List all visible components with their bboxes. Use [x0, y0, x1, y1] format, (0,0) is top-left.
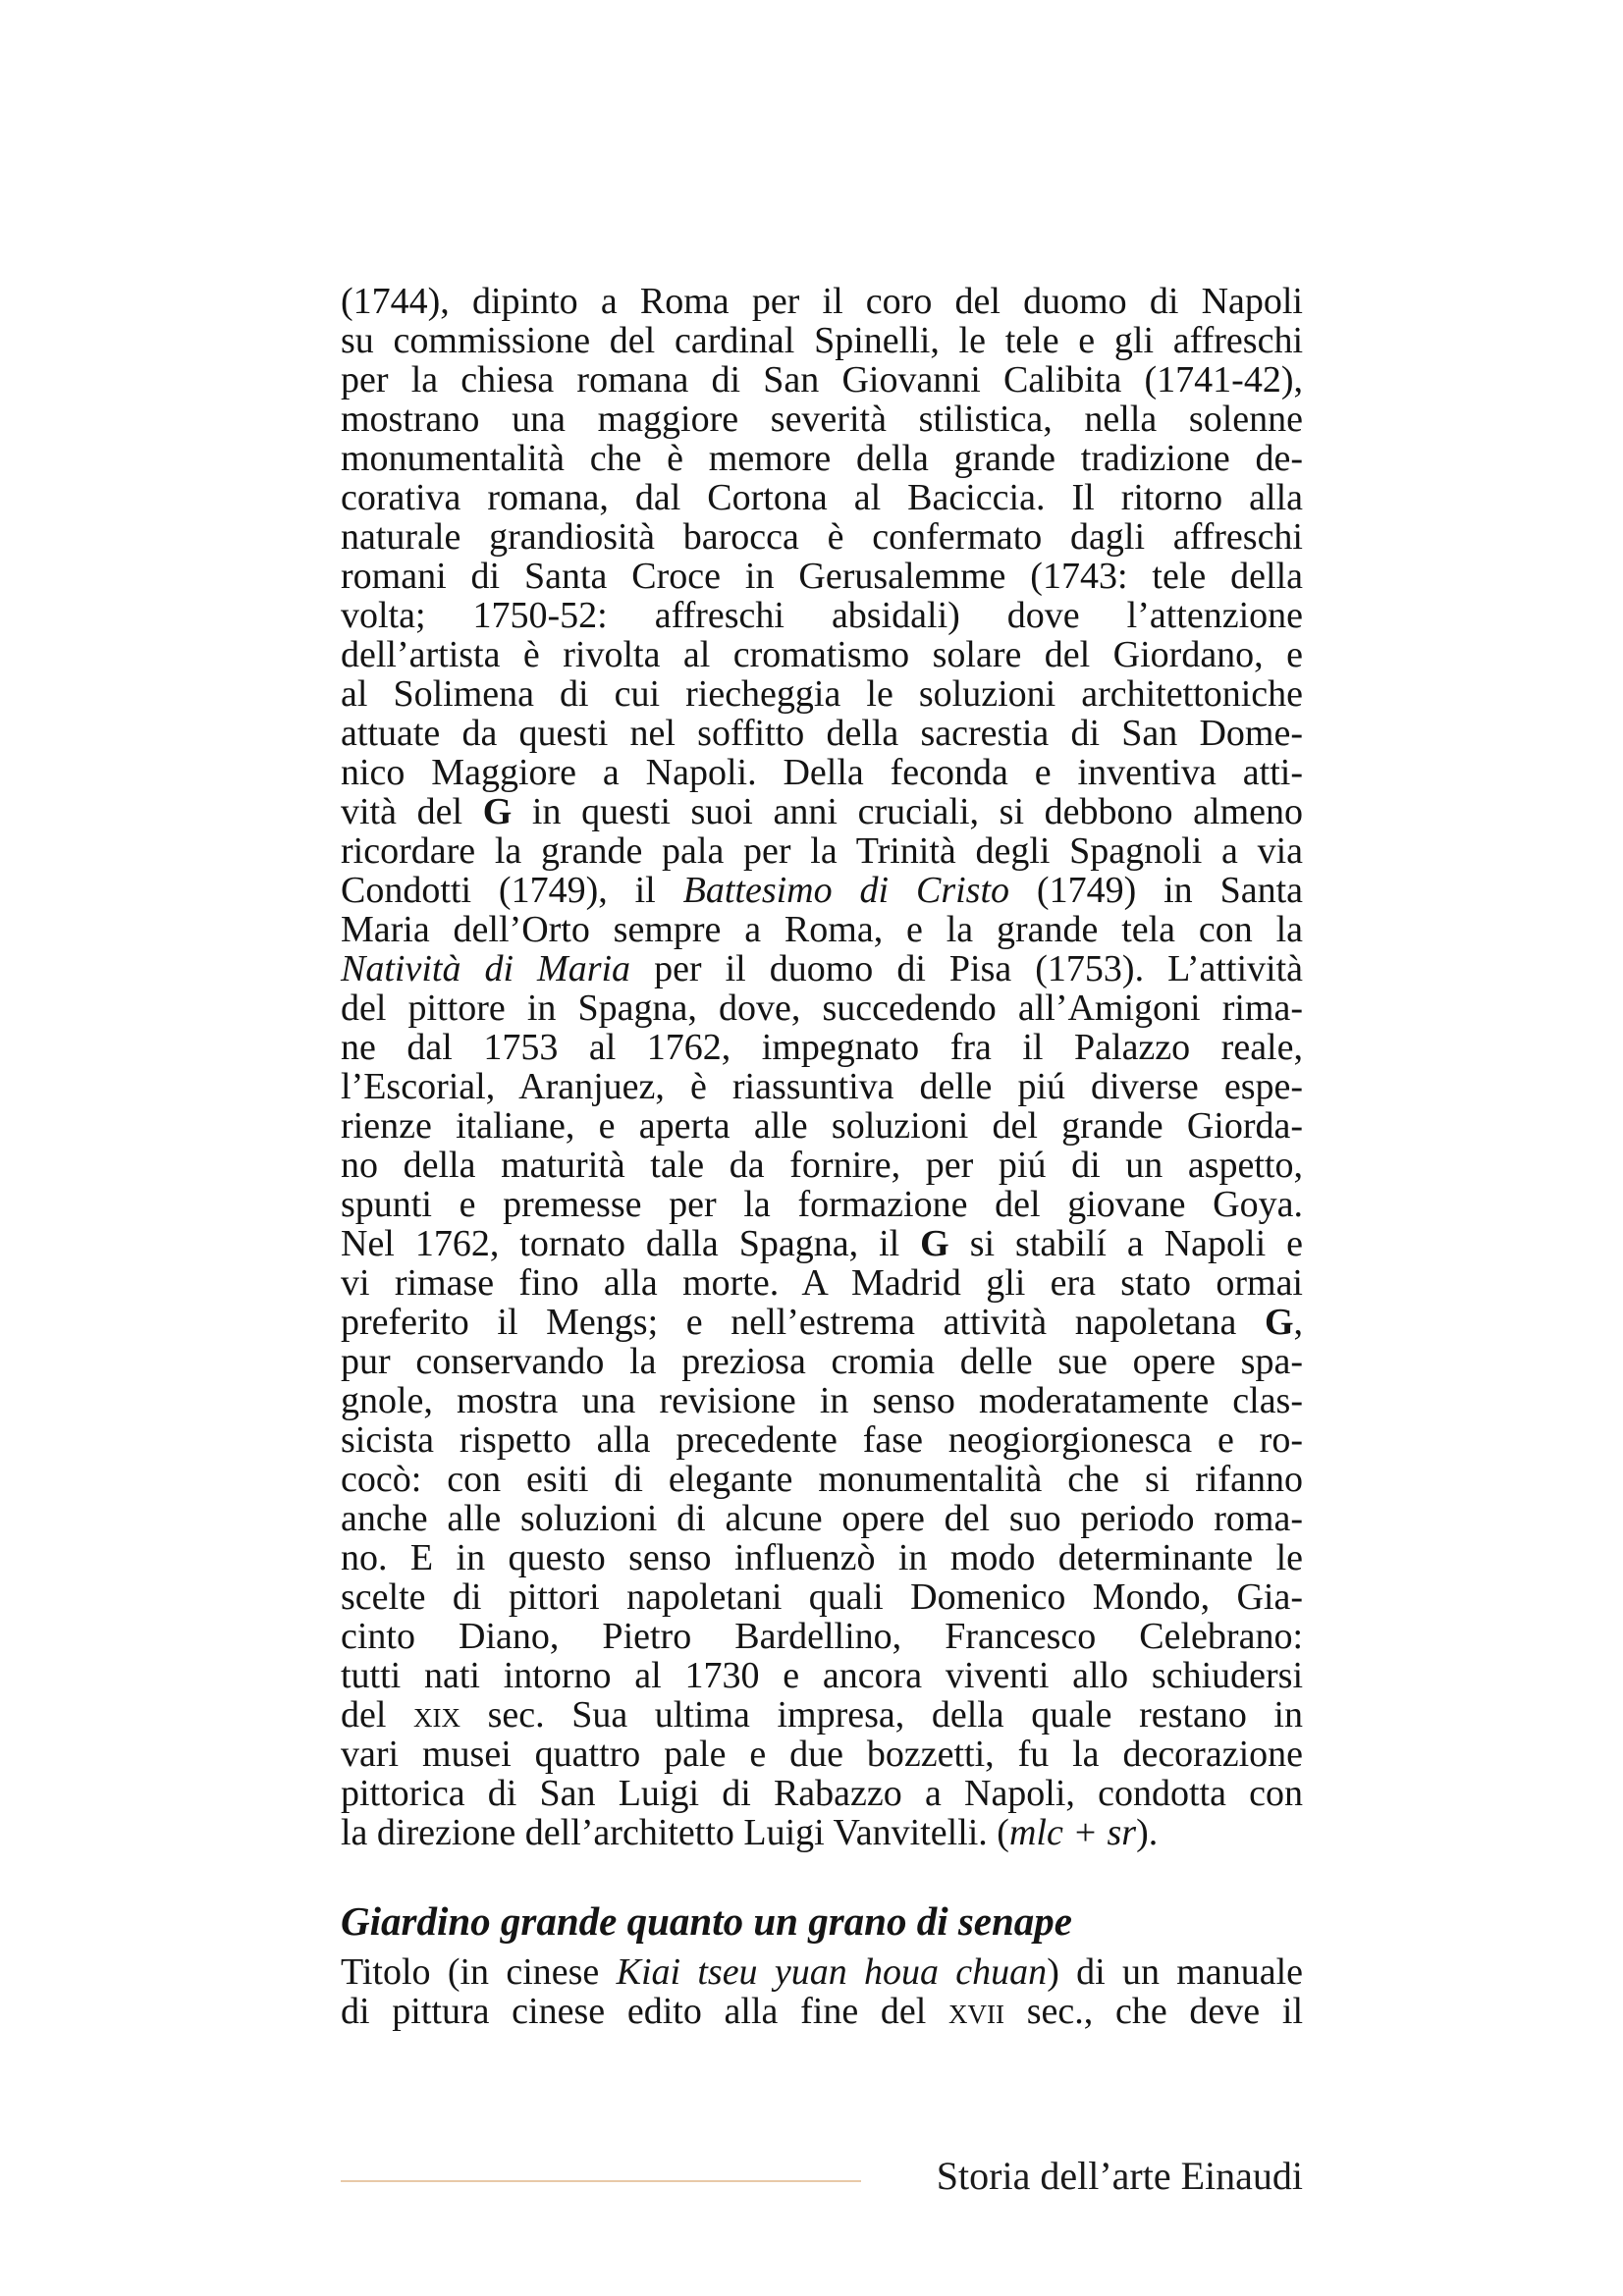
text-line: vari musei quattro pale e due bozzetti, fu la decorazione: [341, 1734, 1303, 1775]
text-line: cinto Diano, Pietro Bardellino, Francesco Celebrano:: [341, 1616, 1303, 1657]
text-line: (1744), dipinto a Roma per il coro del duomo di Napoli: [341, 281, 1303, 322]
text-line: Condotti (1749), il Battesimo di Cristo (1749) in Santa: [341, 870, 1303, 911]
text-line: l’Escorial, Aranjuez, è riassuntiva delle piú diverse espe-: [341, 1066, 1303, 1107]
text-line: anche alle soluzioni di alcune opere del suo periodo roma-: [341, 1498, 1303, 1539]
text-line: attuate da questi nel soffitto della sacrestia di San Dome-: [341, 713, 1303, 754]
text-line: monumentalità che è memore della grande tradizione de-: [341, 438, 1303, 479]
text-line: spunti e premesse per la formazione del giovane Goya.: [341, 1184, 1303, 1225]
text-line: cocò: con esiti di elegante monumentalità che si rifanno: [341, 1459, 1303, 1500]
text-line: la direzione dell’architetto Luigi Vanvitelli. (mlc + sr).: [341, 1812, 1159, 1853]
text-line: Nel 1762, tornato dalla Spagna, il G si stabilí a Napoli e: [341, 1223, 1303, 1264]
footer-publisher: Storia dell’arte Einaudi: [936, 2154, 1303, 2198]
entry-text-line: Titolo (in cinese Kiai tseu yuan houa chuan) di un manuale: [341, 1951, 1303, 1993]
text-line: no. E in questo senso influenzò in modo determinante le: [341, 1537, 1303, 1578]
text-line: nico Maggiore a Napoli. Della feconda e inventiva atti-: [341, 752, 1303, 793]
entry-text: [341, 1952, 1303, 2031]
text-line: pur conservando la preziosa cromia delle sue opere spa-: [341, 1341, 1303, 1382]
text-line: al Solimena di cui riecheggia le soluzioni architettoniche: [341, 673, 1303, 715]
text-line: sicista rispetto alla precedente fase neogiorgionesca e ro-: [341, 1419, 1303, 1461]
text-line: no della maturità tale da fornire, per piú di un aspetto,: [341, 1145, 1303, 1186]
text-line: ricordare la grande pala per la Trinità degli Spagnoli a via: [341, 830, 1303, 872]
body-text: [341, 282, 1303, 1852]
text-line: del xix sec. Sua ultima impresa, della quale restano in: [341, 1694, 1303, 1735]
text-line: volta; 1750-52: affreschi absidali) dove l’attenzione: [341, 595, 1303, 636]
text-line: dell’artista è rivolta al cromatismo solare del Giordano, e: [341, 634, 1303, 675]
text-line: mostrano una maggiore severità stilistica, nella solenne: [341, 399, 1303, 440]
text-line: naturale grandiosità barocca è confermato dagli affreschi: [341, 516, 1303, 558]
text-line: vi rimase fino alla morte. A Madrid gli era stato ormai: [341, 1262, 1303, 1304]
entry-text-line: di pittura cinese edito alla fine del xvii sec., che deve il: [341, 1991, 1303, 2032]
text-line: pittorica di San Luigi di Rabazzo a Napoli, condotta con: [341, 1773, 1303, 1814]
text-line: gnole, mostra una revisione in senso moderatamente clas-: [341, 1380, 1303, 1421]
text-line: per la chiesa romana di San Giovanni Calibita (1741-42),: [341, 359, 1303, 400]
text-line: Natività di Maria per il duomo di Pisa (1753). L’attività: [341, 948, 1303, 989]
text-line: tutti nati intorno al 1730 e ancora viventi allo schiudersi: [341, 1655, 1303, 1696]
text-line: scelte di pittori napoletani quali Domenico Mondo, Gia-: [341, 1576, 1303, 1618]
text-line: romani di Santa Croce in Gerusalemme (1743: tele della: [341, 556, 1303, 597]
text-line: preferito il Mengs; e nell’estrema attività napoletana G,: [341, 1302, 1303, 1343]
text-line: corativa romana, dal Cortona al Baciccia. Il ritorno alla: [341, 477, 1303, 518]
text-line: del pittore in Spagna, dove, succedendo all’Amigoni rima-: [341, 988, 1303, 1029]
footer-rule: [341, 2180, 861, 2182]
text-line: Maria dell’Orto sempre a Roma, e la grande tela con la: [341, 909, 1303, 950]
text-line: ne dal 1753 al 1762, impegnato fra il Palazzo reale,: [341, 1027, 1303, 1068]
text-line: rienze italiane, e aperta alle soluzioni del grande Giorda-: [341, 1105, 1303, 1147]
entry-heading: Giardino grande quanto un grano di senape: [341, 1898, 1073, 1944]
text-line: su commissione del cardinal Spinelli, le tele e gli affreschi: [341, 320, 1303, 361]
text-line: vità del G in questi suoi anni cruciali, si debbono almeno: [341, 791, 1303, 832]
